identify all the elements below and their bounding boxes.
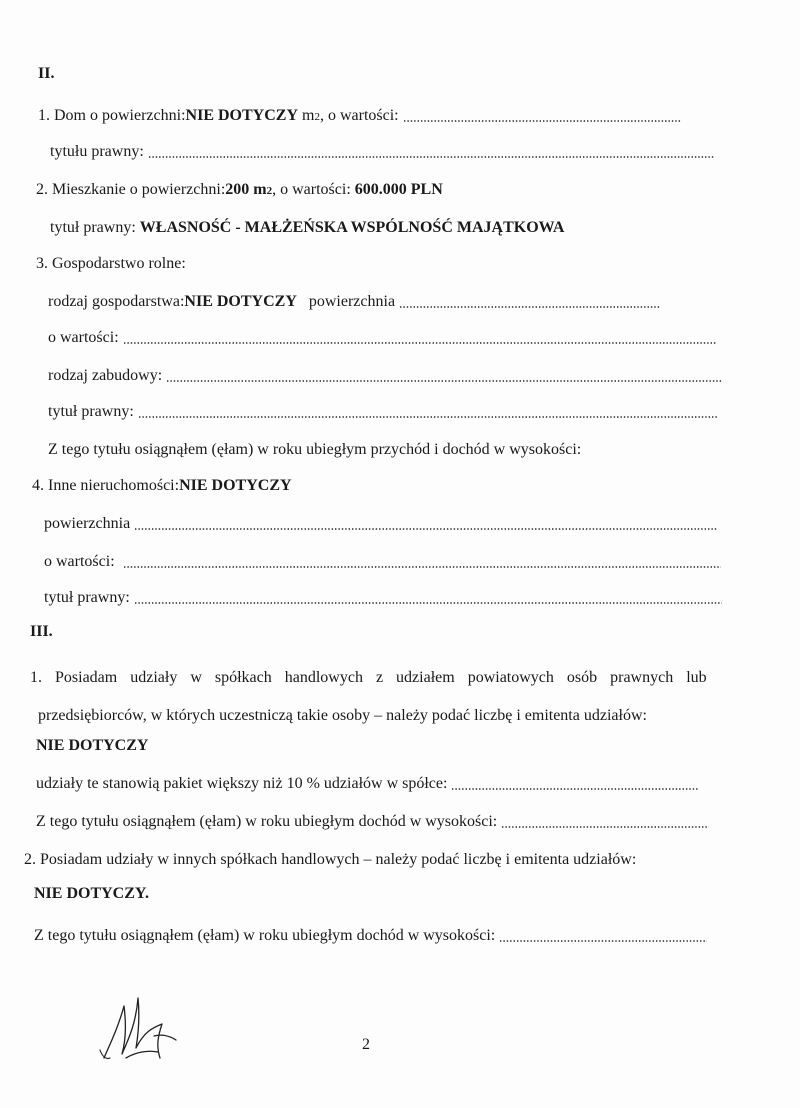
farm-area-label: powierzchnia (308, 293, 396, 310)
item-2-2-title-row (50, 216, 564, 240)
apartment-prefix: 2. Mieszkanie o powierzchni: (36, 181, 226, 198)
section-3-heading: III. (30, 623, 53, 640)
apartment-title-label: tytuł prawny: (50, 219, 136, 236)
handwritten-signature (96, 988, 196, 1068)
shares-1-income-field (501, 825, 709, 829)
farm-type-value: NIE DOTYCZY (184, 293, 297, 310)
apartment-value: 600.000 PLN (354, 181, 443, 198)
shares-2-income-field (499, 939, 707, 943)
page-number: 2 (362, 1036, 370, 1053)
farm-building-field (166, 379, 722, 383)
shares-1-value: NIE DOTYCZY (36, 737, 149, 754)
farm-building-label: rodzaj zabudowy: (48, 367, 163, 384)
item-2-4-other (32, 474, 292, 498)
farm-title-label: tytuł prawny: (48, 403, 134, 420)
other-title-row (44, 586, 722, 610)
other-title-label: tytuł prawny: (44, 589, 130, 606)
house-prefix: 1. Dom o powierzchni: (38, 107, 186, 124)
other-prefix: 4. Inne nieruchomości: (32, 477, 180, 494)
house-title-field (148, 155, 714, 159)
shares-1-income-label: Z tego tytułu osiągnąłem (ęłam) w roku ubiegłym dochód w wysokości: (36, 813, 498, 830)
shares-2-line1: 2. Posiadam udziały w innych spółkach handlowych – należy podać liczbę i emitenta udziałów: (24, 851, 637, 868)
other-value-field (123, 565, 721, 569)
shares-1-stake-label: udziały te stanowią pakiet większy niż 10 % udziałów w spółce: (36, 775, 448, 792)
house-unit: m (302, 107, 315, 124)
farm-title-row (48, 400, 718, 424)
section-2-heading: II. (38, 65, 55, 82)
farm-building-row (48, 364, 722, 388)
other-area-row (44, 512, 718, 536)
item-2-1-title-row (50, 140, 714, 164)
other-value-row (44, 550, 721, 574)
farm-income-text: Z tego tytułu osiągnąłem (ęłam) w roku ubiegłym przychód i dochód w wysokości: (48, 441, 582, 458)
other-title-field (134, 601, 722, 605)
item-2-2-apartment: 2. Mieszkanie o powierzchni: 200 m 2 , o wartości: 600.000 PLN (36, 178, 443, 202)
item-2-1-house: 1. Dom o powierzchni: NIE DOTYCZY m 2 , o wartości: (38, 104, 681, 128)
shares-1-line1: 1. Posiadam udziały w spółkach handlowych z udziałem powiatowych osób prawnych lub (30, 669, 707, 686)
farm-type-label: rodzaj gospodarstwa: (48, 293, 185, 310)
house-area-value: NIE DOTYCZY (185, 107, 298, 124)
other-value: NIE DOTYCZY (179, 477, 292, 494)
item-2-3-heading: 3. Gospodarstwo rolne: (36, 255, 186, 272)
farm-area-field (399, 305, 661, 309)
shares-2-value: NIE DOTYCZY. (34, 885, 149, 902)
other-area-field (134, 527, 718, 531)
house-value-field (403, 119, 681, 123)
house-title-label: tytułu prawny: (50, 143, 144, 160)
farm-value-label: o wartości: (48, 329, 119, 346)
farm-title-field (138, 415, 718, 419)
shares-1-stake-row (36, 772, 699, 796)
apartment-area: 200 m (225, 181, 267, 198)
shares-2-income-row (34, 924, 707, 948)
apartment-value-label: , o wartości: (272, 181, 351, 198)
shares-1-stake-field (451, 787, 699, 791)
house-value-label: , o wartości: (319, 107, 399, 124)
shares-1-line2: przedsiębiorców, w których uczestniczą takie osoby – należy podać liczbę i emitenta udziałów: (38, 707, 647, 724)
farm-value-row (48, 326, 717, 350)
apartment-title-value: WŁASNOŚĆ - MAŁŻEŃSKA WSPÓLNOŚĆ MAJĄTKOWA (139, 219, 565, 236)
farm-type-row (48, 290, 661, 314)
farm-value-field (123, 341, 717, 345)
shares-1-income-row (36, 810, 709, 834)
other-value-label: o wartości: (44, 553, 115, 570)
other-area-label: powierzchnia (44, 515, 131, 532)
shares-2-income-label: Z tego tytułu osiągnąłem (ęłam) w roku ubiegłym dochód w wysokości: (34, 927, 496, 944)
